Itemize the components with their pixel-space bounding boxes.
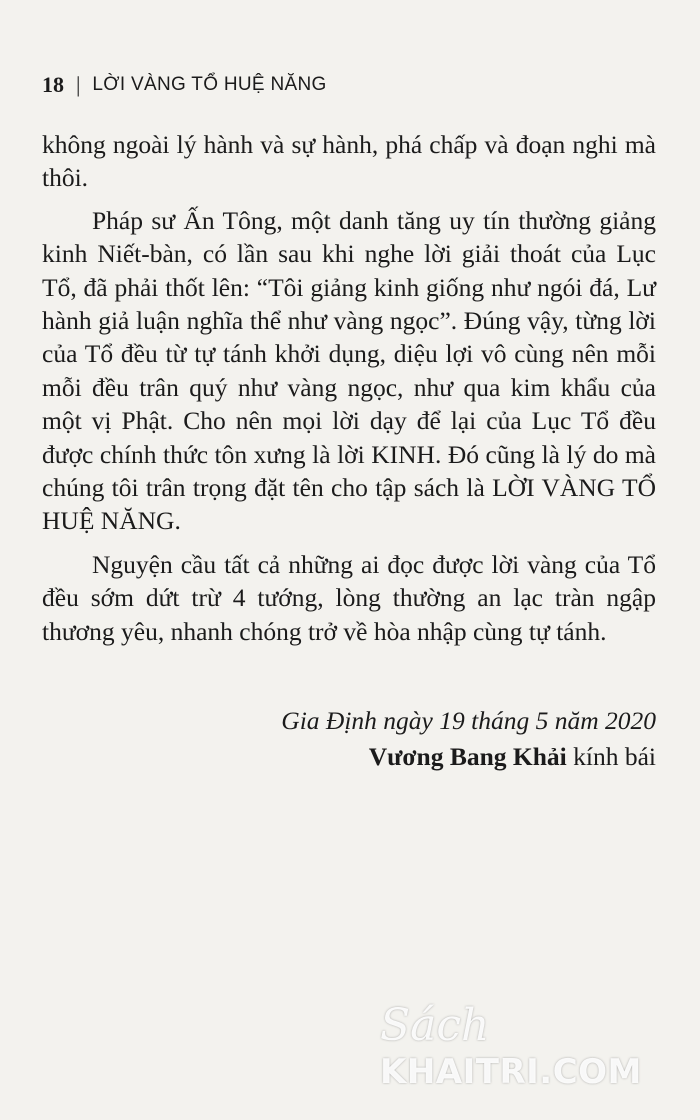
paragraph-1: không ngoài lý hành và sự hành, phá chấp và đoạn nghi mà thôi. [42,130,656,193]
watermark-text: KHAITRI.COM [380,1052,642,1092]
watermark-logo: Sách [380,1000,490,1051]
date-line: Gia Định ngày 19 tháng 5 năm 2020 [281,706,656,735]
closing-text: kính bái [573,742,656,771]
header-separator: | [76,72,81,97]
book-title: LỜI VÀNG TỔ HUỆ NĂNG [92,74,327,95]
author-name: Vương Bang Khải [368,742,567,771]
page-number: 18 [42,72,64,97]
body-text [42,128,656,658]
watermark [380,1000,680,1110]
paragraph-3: Nguyện cầu tất cả những ai đọc được lời vàng của Tổ đều sớm dứt trừ 4 tướng, lòng thường an lạc tràn ngập thương yêu, nhanh chóng trở về hòa nhập cùng tự tánh. [42,549,656,646]
author-line [369,742,656,772]
running-header [42,72,327,98]
paragraph-2: Pháp sư Ấn Tông, một danh tăng uy tín thường giảng kinh Niết-bàn, có lần sau khi nghe lời giải thoát của Lục Tổ, đã phải thốt lên: “Tôi giảng kinh giống như ngói đá, Lư hành giả luận nghĩa thể như vàng ngọc”. Đúng vậy, từng lời của Tổ đều từ tự tánh khởi dụng, diệu lợi vô cùng nên mỗi mỗi đều trân quý như vàng ngọc, như qua kim khẩu của một vị Phật. Cho nên mọi lời dạy để lại của Lục Tổ đều được chính thức tôn xưng là lời KINH. Đó cũng là lý do mà chúng tôi trân trọng đặt tên cho tập sách là LỜI VÀNG TỔ HUỆ NĂNG. [42,205,656,536]
